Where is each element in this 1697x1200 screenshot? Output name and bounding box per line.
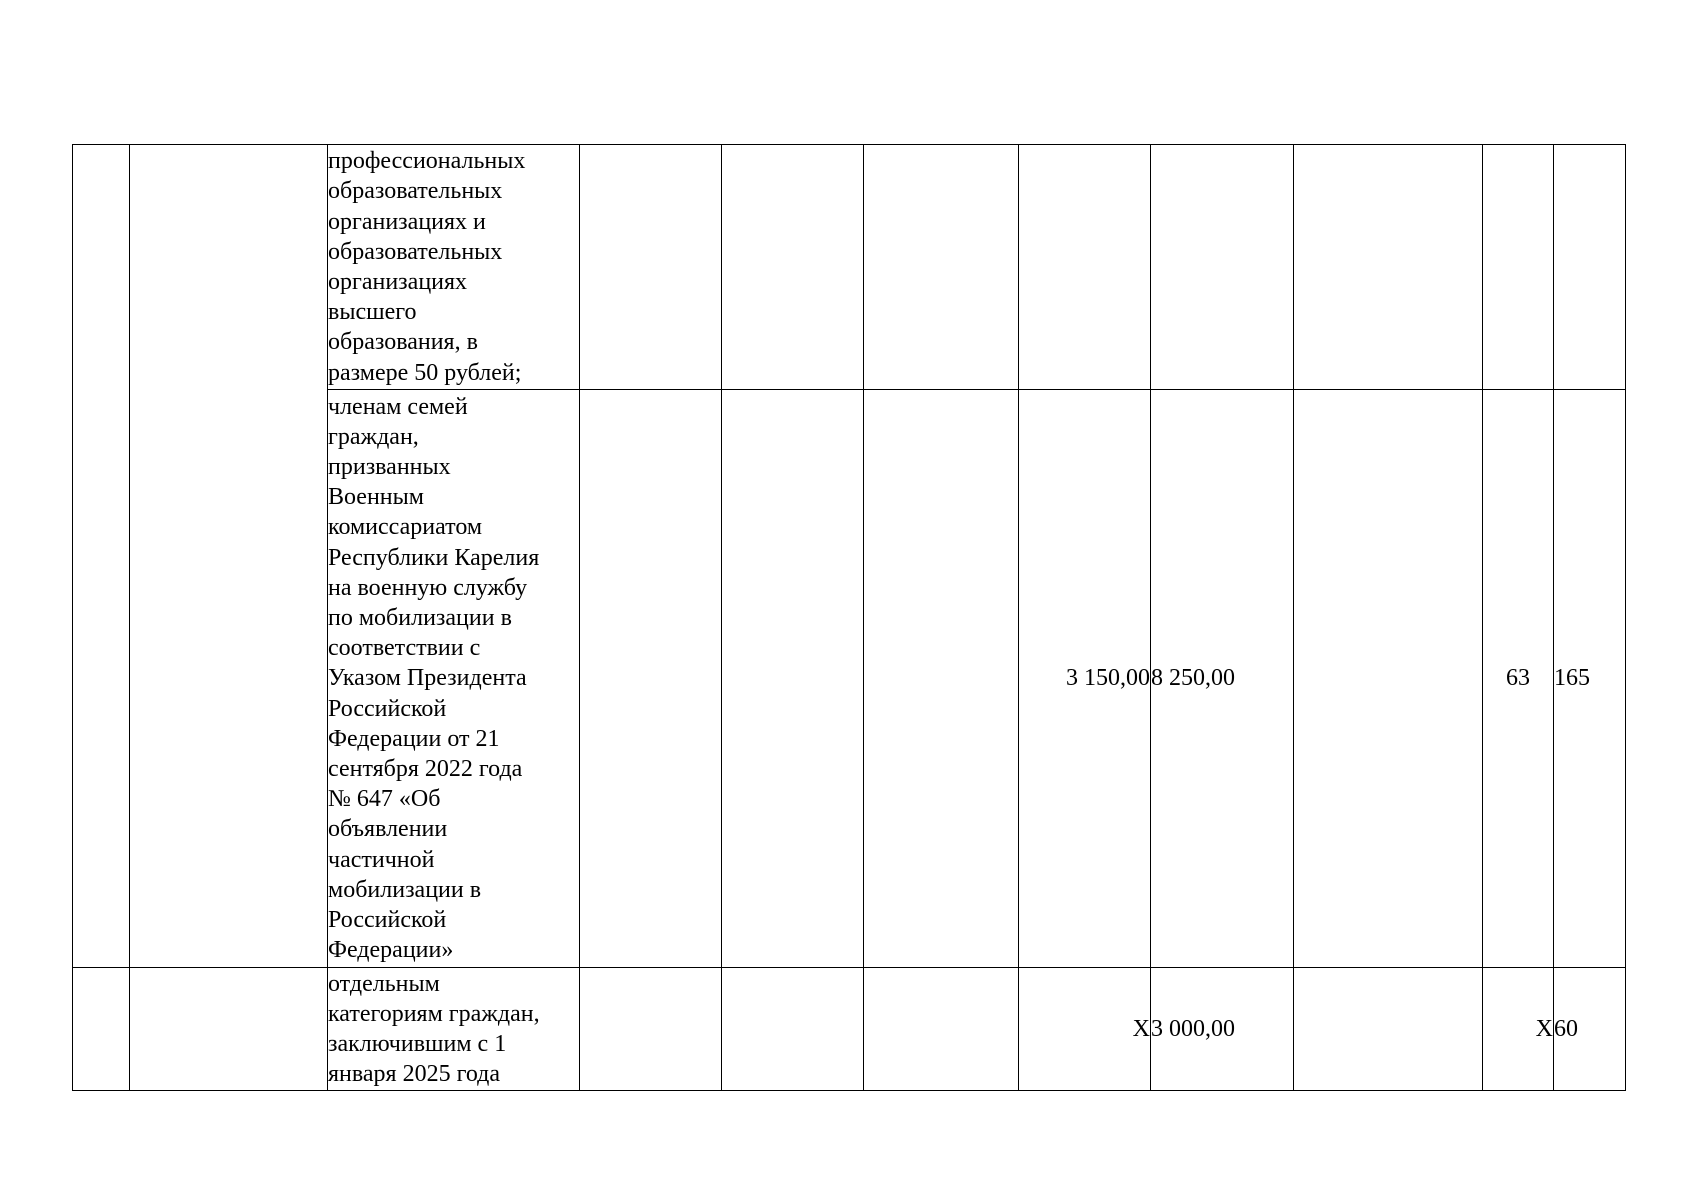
- document-table: [72, 144, 1626, 1091]
- count-cell: 60: [1554, 968, 1626, 1091]
- table-cell: [864, 390, 1019, 968]
- table-cell: [580, 390, 722, 968]
- description-cell: [328, 968, 580, 1091]
- description-line: Российской: [328, 695, 447, 722]
- description-line: образования, в: [328, 329, 478, 356]
- table-cell: [864, 968, 1019, 1091]
- table-cell: [864, 145, 1019, 390]
- description-line: Российской: [328, 907, 447, 934]
- count-cell: 165: [1554, 390, 1626, 968]
- description-line: организациях и: [328, 208, 486, 235]
- description-line: размере 50 рублей;: [328, 359, 522, 386]
- description-line: Республики Карелия: [328, 544, 540, 571]
- description-line: высшего: [328, 299, 417, 326]
- amount-cell: [1151, 145, 1294, 390]
- description-cell: [328, 145, 580, 390]
- amount-cell: 3 000,00: [1151, 968, 1294, 1091]
- description-line: организациях: [328, 269, 468, 295]
- description-line: января 2025 года: [328, 1061, 501, 1088]
- table-row: [73, 145, 1626, 390]
- description-line: Федерации от 21: [328, 725, 500, 752]
- count-cell: [1483, 145, 1554, 390]
- amount-cell: [1019, 145, 1151, 390]
- description-line: № 647 «Об: [328, 786, 441, 813]
- table-cell: [73, 968, 130, 1091]
- description-line: образовательных: [328, 178, 503, 205]
- description-line: на военную службу: [328, 574, 528, 601]
- description-line: членам семей: [328, 393, 468, 420]
- table-cell: [722, 390, 864, 968]
- count-cell: [1554, 145, 1626, 390]
- description-line: отдельным: [328, 970, 440, 997]
- description-line: частичной: [328, 846, 435, 873]
- description-line: мобилизации в: [328, 876, 482, 903]
- table-cell: [722, 145, 864, 390]
- amount-cell: Х: [1019, 968, 1151, 1091]
- table-cell: [580, 968, 722, 1091]
- description-line: сентября 2022 года: [328, 756, 523, 782]
- table-cell: [1294, 390, 1483, 968]
- description-line: комиссариатом: [328, 514, 483, 541]
- table-cell: [1294, 968, 1483, 1091]
- description-line: объявлении: [328, 816, 448, 843]
- table-cell: [580, 145, 722, 390]
- table-cell: [73, 145, 130, 968]
- count-cell: 63: [1483, 390, 1554, 968]
- description-cell: [328, 390, 580, 968]
- amount-cell: 8 250,00: [1151, 390, 1294, 968]
- amount-cell: 3 150,00: [1019, 390, 1151, 968]
- table-cell: [1294, 145, 1483, 390]
- description-line: граждан,: [328, 423, 419, 450]
- description-line: Указом Президента: [328, 665, 527, 692]
- description-line: образовательных: [328, 238, 503, 265]
- description-line: Военным: [328, 484, 424, 511]
- description-line: соответствии с: [328, 635, 481, 662]
- table-cell: [722, 968, 864, 1091]
- description-line: по мобилизации в: [328, 604, 512, 631]
- description-line: категориям граждан,: [328, 1000, 540, 1027]
- count-cell: Х: [1483, 968, 1554, 1091]
- description-line: Федерации»: [328, 937, 454, 964]
- description-line: профессиональных: [328, 148, 526, 175]
- table-row: [73, 968, 1626, 1091]
- description-line: призванных: [328, 453, 451, 480]
- table-cell: [130, 968, 328, 1091]
- description-line: заключившим с 1: [328, 1031, 507, 1057]
- table-cell: [130, 145, 328, 968]
